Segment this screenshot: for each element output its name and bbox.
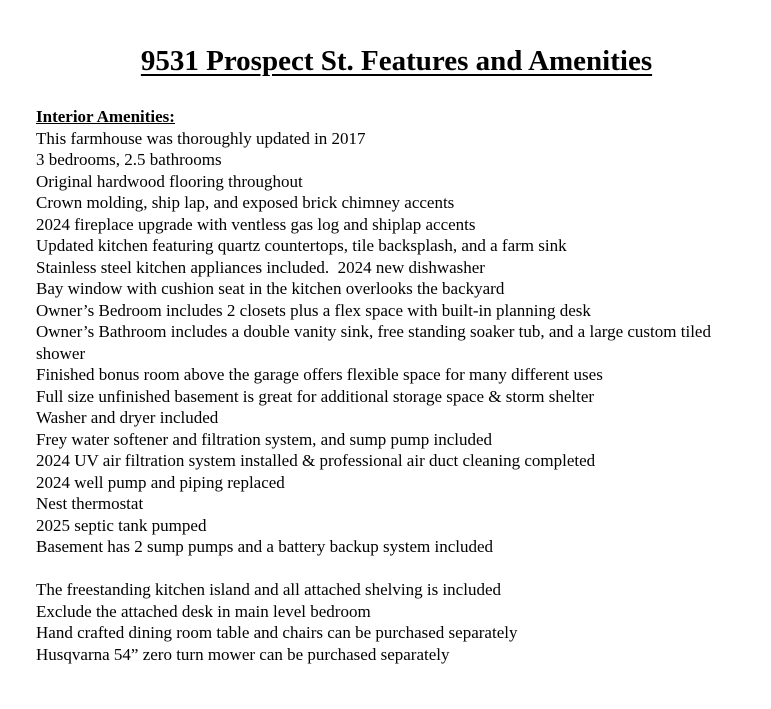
list-item: Frey water softener and filtration system, and sump pump included (36, 429, 493, 449)
list-item: The freestanding kitchen island and all attached shelving is included (36, 580, 501, 599)
document-body (36, 106, 756, 665)
section-spacer (36, 558, 756, 580)
list-item: Updated kitchen featuring quartz countertops, tile backsplash, and a farm sink (36, 236, 567, 255)
list-item: Bay window with cushion seat in the kitchen overlooks the backyard (36, 279, 505, 298)
list-item: 2025 septic tank pumped (36, 515, 207, 535)
list-item: Hand crafted dining room table and chairs can be purchased separately (36, 623, 518, 642)
interior-amenities-heading: Interior Amenities: (36, 107, 175, 126)
list-item: Full size unfinished basement is great for additional storage space & storm shelter (36, 386, 595, 406)
list-item: This farmhouse was thoroughly updated in 2017 (36, 128, 366, 148)
list-item: 2024 well pump and piping replaced (36, 472, 285, 492)
list-item: Owner’s Bedroom includes 2 closets plus a flex space with built-in planning desk (36, 300, 591, 320)
list-item: Nest thermostat (36, 494, 144, 513)
interior-amenities-list (36, 128, 756, 558)
list-item: Basement has 2 sump pumps and a battery backup system included (36, 537, 494, 556)
inclusions-list (36, 579, 756, 665)
list-item: Washer and dryer included (36, 408, 219, 427)
list-item: Original hardwood flooring throughout (36, 171, 303, 191)
page-title: 9531 Prospect St. Features and Amenities (140, 45, 653, 77)
list-item: 2024 fireplace upgrade with ventless gas log and shiplap accents (36, 214, 476, 234)
list-item: Exclude the attached desk in main level bedroom (36, 601, 371, 621)
list-item: Owner’s Bathroom includes a double vanity sink, free standing soaker tub, and a large custom tiled shower (36, 322, 716, 363)
list-item: Stainless steel kitchen appliances included. 2024 new dishwasher (36, 257, 485, 277)
list-item: 3 bedrooms, 2.5 bathrooms (36, 150, 222, 169)
list-item: 2024 UV air filtration system installed & professional air duct cleaning completed (36, 451, 596, 470)
list-item: Crown molding, ship lap, and exposed brick chimney accents (36, 193, 455, 212)
list-item: Finished bonus room above the garage offers flexible space for many different uses (36, 365, 603, 384)
list-item: Husqvarna 54” zero turn mower can be purchased separately (36, 644, 450, 664)
